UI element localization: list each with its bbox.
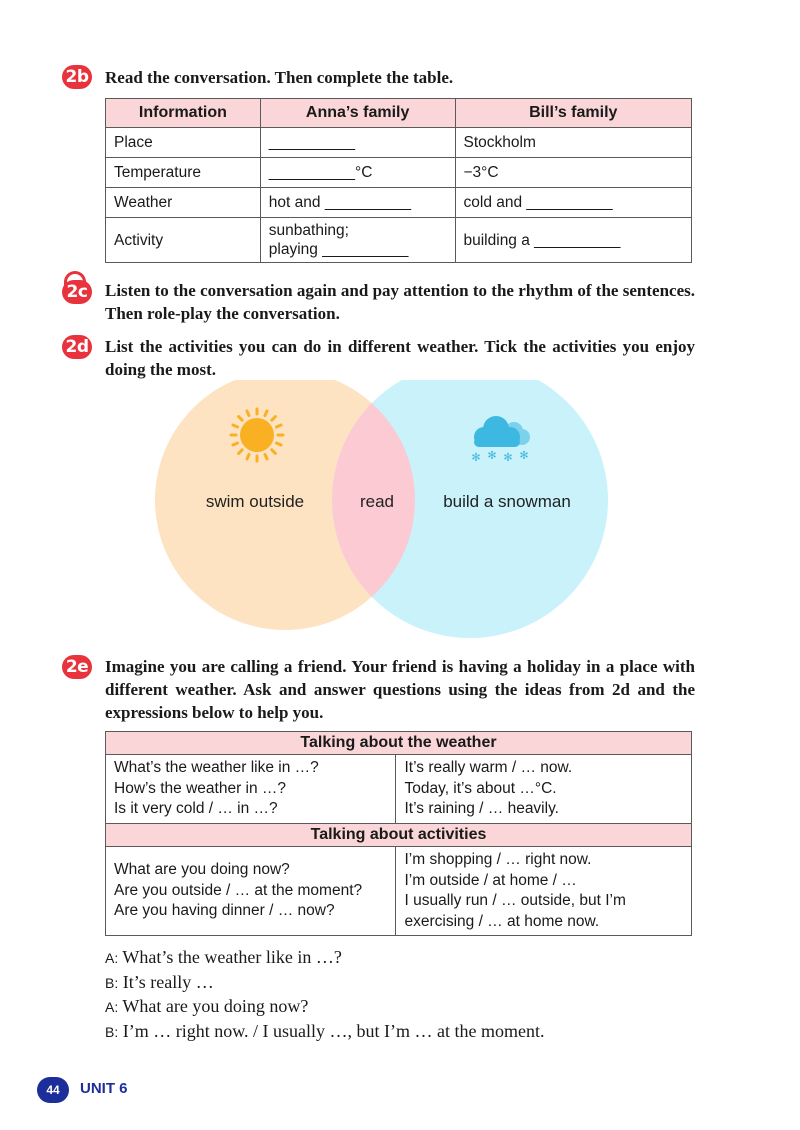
table-row [106,218,692,263]
instruction-2c: Listen to the conversation again and pay attention to the rhythm of the sentences. Then role-play the conversation. [105,281,695,323]
instruction-2b: Read the conversation. Then complete the table. [105,68,454,87]
activities-header: Talking about activities [106,824,692,847]
dialogue-line [105,947,342,968]
dialogue-text: What are you doing now? [122,996,309,1016]
table-cell: Stockholm [455,128,692,158]
dialogue-text: It’s really … [122,972,214,992]
activities-answers [396,847,692,936]
page-number: 44 [37,1077,69,1103]
svg-text:✻: ✻ [503,451,513,464]
answer-blank[interactable]: __________ [260,128,455,158]
dialogue-line [105,996,308,1017]
expression-line: It’s raining / … heavily. [404,800,559,818]
row-label: Temperature [106,158,261,188]
expression-line: Are you having dinner / … now? [114,902,335,920]
exercise-badge-2e: 2e [62,655,92,679]
table-cell: −3°C [455,158,692,188]
table-row [106,847,692,936]
expression-line: It’s really warm / … now. [404,759,573,777]
activity-line-2[interactable]: playing __________ [268,241,409,258]
answer-blank[interactable]: building a __________ [455,218,692,263]
answer-blank-activity[interactable] [260,218,455,263]
expression-line: How’s the weather in …? [114,779,287,797]
dialogue-line [105,972,214,993]
weather-info-table [105,98,692,263]
dialogue-line [105,1021,545,1042]
svg-text:✻: ✻ [519,449,529,462]
dialogue-text: What’s the weather like in …? [122,947,342,967]
exercise-badge-2d: 2d [62,335,92,359]
row-label: Place [106,128,261,158]
expression-line: What’s the weather like in …? [114,759,319,777]
row-label: Activity [106,218,261,263]
weather-answers [396,755,692,824]
table-header-row [106,824,692,847]
activities-questions [106,847,396,936]
table-header-row [106,732,692,755]
svg-text:✻: ✻ [487,449,497,462]
svg-text:✻: ✻ [471,451,481,464]
expression-line: Is it very cold / … in …? [114,800,278,818]
expression-line: exercising / … at home now. [404,912,600,930]
table-row [106,158,692,188]
exercise-badge-2b: 2b [62,65,92,89]
venn-right-label: build a snowman [443,492,571,511]
expressions-table [105,731,692,936]
header-information: Information [106,99,261,128]
speaker-label: B: [105,975,119,991]
unit-label: UNIT 6 [80,1080,128,1097]
expression-line: Today, it’s about …°C. [404,779,557,797]
header-bills-family: Bill’s family [455,99,692,128]
table-header-row [106,99,692,128]
speaker-label: B: [105,1024,119,1040]
answer-blank[interactable]: hot and __________ [260,188,455,218]
table-row [106,188,692,218]
instruction-2e: Imagine you are calling a friend. Your friend is having a holiday in a place with different weather. Ask and answer questions using the ideas from 2d and the expressions below to help you. [105,657,695,722]
header-annas-family: Anna’s family [260,99,455,128]
speaker-label: A: [105,950,119,966]
expression-line: I’m outside / at home / … [404,871,577,889]
venn-middle-label: read [359,492,395,511]
weather-header: Talking about the weather [106,732,692,755]
expression-line: I usually run / … outside, but I’m [404,892,626,909]
answer-blank[interactable]: __________°C [260,158,455,188]
venn-diagram [0,380,800,640]
exercise-badge-2c[interactable]: 2c [62,280,92,304]
expression-line: I’m shopping / … right now. [404,851,592,868]
venn-left-label: swim outside [205,492,305,511]
expression-line: Are you outside / … at the moment? [114,881,363,899]
weather-questions [106,755,396,824]
table-row [106,128,692,158]
instruction-2d: List the activities you can do in different weather. Tick the activities you enjoy doing the most. [105,337,695,379]
table-row [106,755,692,824]
dialogue-text: I’m … right now. / I usually …, but I’m … at the moment. [122,1021,545,1041]
row-label: Weather [106,188,261,218]
expression-line: What are you doing now? [114,861,290,879]
speaker-label: A: [105,999,119,1015]
answer-blank[interactable]: cold and __________ [455,188,692,218]
activity-line-1: sunbathing; [268,222,349,239]
